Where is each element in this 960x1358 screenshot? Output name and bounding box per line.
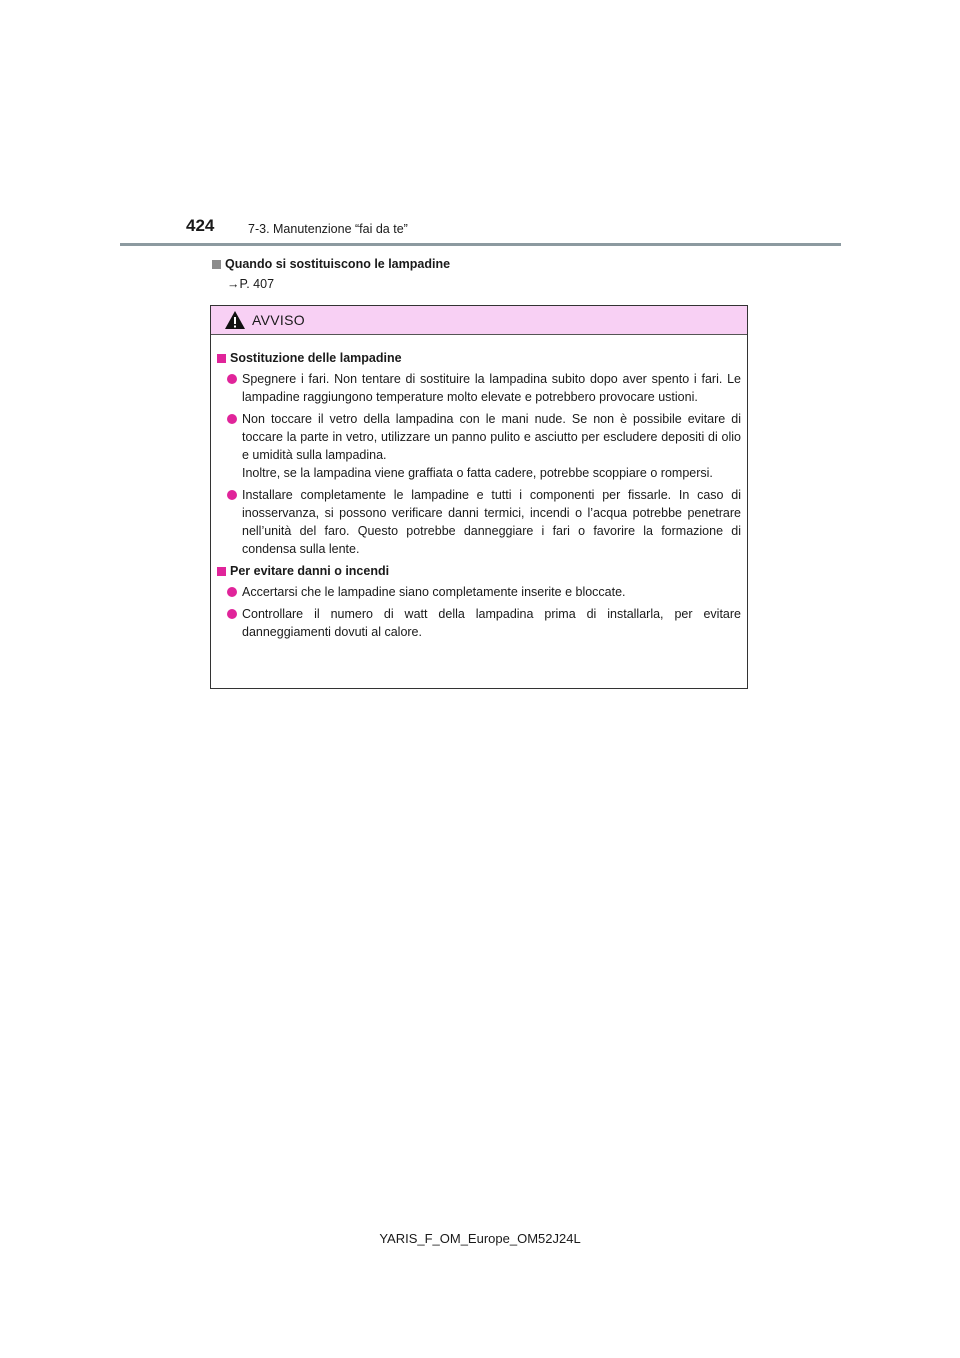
square-bullet-icon	[217, 354, 226, 363]
warning-bullet-text: Accertarsi che le lampadine siano completamente inserite e bloccate.	[242, 585, 626, 599]
intro-heading	[212, 257, 450, 271]
circle-bullet-icon	[227, 414, 237, 424]
warning-bullet-item	[217, 605, 741, 641]
circle-bullet-icon	[227, 587, 237, 597]
section-title: 7-3. Manutenzione “fai da te”	[248, 222, 408, 236]
warning-title: AVVISO	[252, 312, 305, 328]
warning-bullet-item	[217, 410, 741, 482]
warning-section-heading-text: Per evitare danni o incendi	[230, 564, 390, 578]
square-bullet-icon	[217, 567, 226, 576]
warning-section-heading	[217, 349, 741, 367]
intro-heading-text: Quando si sostituiscono le lampadine	[225, 257, 451, 271]
circle-bullet-icon	[227, 609, 237, 619]
circle-bullet-icon	[227, 374, 237, 384]
document-id: YARIS_F_OM_Europe_OM52J24L	[379, 1231, 581, 1246]
warning-section-heading-text: Sostituzione delle lampadine	[230, 351, 402, 365]
warning-bullet-text: Controllare il numero di watt della lampadina prima di installarla, per evitare danneggiamenti dovuti al calore.	[242, 607, 741, 639]
warning-bullet-text: Spegnere i fari. Non tentare di sostituire la lampadina subito dopo aver spento i fari. Le lampadine raggiungono temperature molto elevate e potrebbero provocare ustioni.	[242, 372, 741, 404]
page-reference-link[interactable]: →P. 407	[227, 277, 275, 291]
warning-header	[211, 306, 747, 335]
warning-bullet-item	[217, 583, 741, 601]
warning-bullet-text: Installare completamente le lampadine e tutti i componenti per fissarle. In caso di inosservanza, si possono verificare danni termici, incendi o l’acqua potrebbe penetrare nell’unità del faro. Questo potrebbe danneggiare i fari o favorire la formazione di condensa sulla lente.	[242, 488, 741, 556]
warning-bullet-item	[217, 370, 741, 406]
warning-box	[210, 305, 748, 689]
page-number: 424	[186, 216, 215, 235]
warning-triangle-icon	[224, 310, 246, 330]
warning-body	[211, 335, 747, 641]
circle-bullet-icon	[227, 490, 237, 500]
warning-section-heading	[217, 562, 741, 580]
header-rule	[120, 243, 841, 246]
warning-bullet-text: Non toccare il vetro della lampadina con le mani nude. Se non è possibile evitare di toccare la parte in vetro, utilizzare un panno pulito e asciutto per escludere depositi di olio e umidità sulla lampadina.	[242, 412, 741, 462]
warning-bullet-text: Inoltre, se la lampadina viene graffiata o fatta cadere, potrebbe scoppiare o rompersi.	[242, 466, 713, 480]
warning-bullet-item	[217, 486, 741, 558]
square-bullet-icon	[212, 260, 221, 269]
